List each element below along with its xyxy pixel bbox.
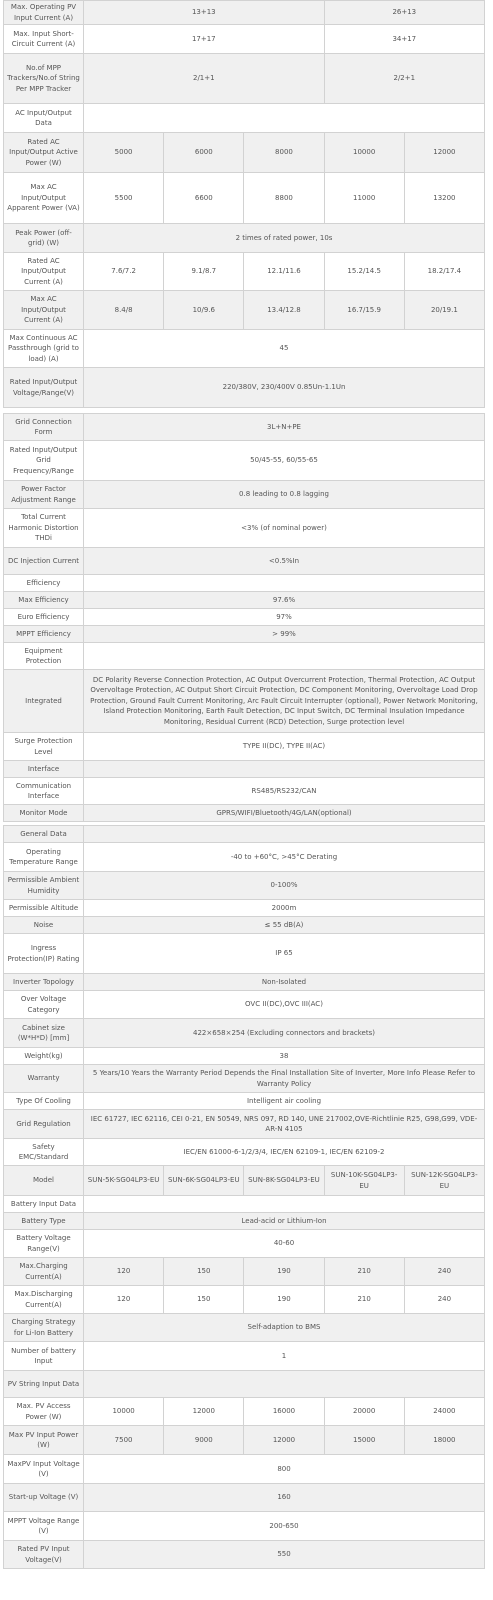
spec-value: SUN-8K-SG04LP3-EU	[244, 1166, 324, 1196]
spec-label: MPPT Efficiency	[4, 626, 84, 643]
spec-label: Power Factor Adjustment Range	[4, 481, 84, 509]
spec-value: 10000	[84, 1398, 164, 1426]
spec-label: Battery Voltage Range(V)	[4, 1230, 84, 1258]
spec-value-span: Self-adaption to BMS	[84, 1314, 485, 1342]
spec-label: Rated Input/Output Voltage/Range(V)	[4, 368, 84, 408]
spec-value-span: <0.5%In	[84, 548, 485, 575]
spec-value: 18.2/17.4	[404, 253, 484, 291]
spec-value: 13+13	[84, 1, 325, 25]
spec-label: Total Current Harmonic Distortion THDi	[4, 509, 84, 548]
spec-row	[4, 917, 485, 934]
spec-value: 11000	[324, 173, 404, 224]
spec-row	[4, 548, 485, 575]
spec-value-span: GPRS/WIFI/Bluetooth/4G/LAN(optional)	[84, 805, 485, 822]
spec-label: PV String Input Data	[4, 1371, 84, 1398]
spec-value: 12000	[404, 133, 484, 173]
spec-label: Euro Efficiency	[4, 609, 84, 626]
spec-value-span: > 99%	[84, 626, 485, 643]
spec-row	[4, 224, 485, 253]
spec-value-span: 45	[84, 330, 485, 368]
spec-row	[4, 1512, 485, 1541]
spec-row	[4, 670, 485, 733]
section-blank	[84, 761, 485, 778]
spec-value: 34+17	[324, 25, 484, 54]
spec-value-span: 3L+N+PE	[84, 414, 485, 441]
spec-label: Integrated	[4, 670, 84, 733]
spec-row	[4, 481, 485, 509]
spec-row	[4, 1541, 485, 1569]
spec-value: 150	[164, 1286, 244, 1314]
spec-row	[4, 592, 485, 609]
spec-row	[4, 509, 485, 548]
spec-row	[4, 1314, 485, 1342]
spec-row	[4, 1286, 485, 1314]
spec-value-span: RS485/RS232/CAN	[84, 778, 485, 805]
spec-row	[4, 1093, 485, 1110]
spec-row	[4, 609, 485, 626]
spec-value-span: 97.6%	[84, 592, 485, 609]
spec-value-span: 5 Years/10 Years the Warranty Period Depends the Final Installation Site of Inverter, More Info Please Refer to Warranty Policy	[84, 1065, 485, 1093]
spec-value: 120	[84, 1286, 164, 1314]
section-blank	[84, 1371, 485, 1398]
spec-value: 5500	[84, 173, 164, 224]
spec-table-pv-ac	[3, 0, 485, 408]
spec-value: 150	[164, 1258, 244, 1286]
spec-row	[4, 414, 485, 441]
spec-value: 12.1/11.6	[244, 253, 324, 291]
spec-value: 240	[404, 1258, 484, 1286]
spec-value: 9.1/8.7	[164, 253, 244, 291]
spec-label: Number of battery Input	[4, 1342, 84, 1371]
spec-row	[4, 1258, 485, 1286]
spec-label: Max. PV Access Power (W)	[4, 1398, 84, 1426]
spec-label: Rated AC Input/Output Current (A)	[4, 253, 84, 291]
spec-row	[4, 1166, 485, 1196]
spec-label: Model	[4, 1166, 84, 1196]
spec-row	[4, 991, 485, 1019]
spec-row	[4, 900, 485, 917]
spec-value-span: 2000m	[84, 900, 485, 917]
spec-row	[4, 826, 485, 843]
section-blank	[84, 826, 485, 843]
spec-row	[4, 934, 485, 974]
spec-label: Warranty	[4, 1065, 84, 1093]
spec-row	[4, 1371, 485, 1398]
spec-label: Battery Input Data	[4, 1196, 84, 1213]
spec-value: 20/19.1	[404, 291, 484, 330]
spec-value: 190	[244, 1286, 324, 1314]
spec-value-span: IEC/EN 61000-6-1/2/3/4, IEC/EN 62109-1, IEC/EN 62109-2	[84, 1139, 485, 1166]
spec-row	[4, 441, 485, 481]
spec-value: 15.2/14.5	[324, 253, 404, 291]
spec-value-span: 0-100%	[84, 872, 485, 900]
spec-value-span: 422×658×254 (Excluding connectors and brackets)	[84, 1019, 485, 1048]
spec-row	[4, 843, 485, 872]
spec-label: Max. Input Short-Circuit Current (A)	[4, 25, 84, 54]
spec-label: Surge Protection Level	[4, 733, 84, 761]
spec-label: AC Input/Output Data	[4, 104, 84, 133]
spec-row	[4, 1426, 485, 1455]
spec-value: 2/2+1	[324, 54, 484, 104]
spec-table-battery-pv	[3, 1165, 485, 1569]
section-blank	[84, 575, 485, 592]
spec-label: Over Voltage Category	[4, 991, 84, 1019]
spec-row	[4, 778, 485, 805]
spec-value-span: 40-60	[84, 1230, 485, 1258]
spec-row	[4, 1398, 485, 1426]
spec-value: SUN-5K-SG04LP3-EU	[84, 1166, 164, 1196]
spec-row	[4, 368, 485, 408]
spec-value: 210	[324, 1258, 404, 1286]
spec-value: 10000	[324, 133, 404, 173]
spec-label: General Data	[4, 826, 84, 843]
spec-label: Rated AC Input/Output Active Power (W)	[4, 133, 84, 173]
spec-value: 17+17	[84, 25, 325, 54]
spec-label: MaxPV Input Voltage (V)	[4, 1455, 84, 1484]
spec-row	[4, 1455, 485, 1484]
spec-table-grid-protection	[3, 413, 485, 822]
spec-value: SUN-12K-SG04LP3-EU	[404, 1166, 484, 1196]
spec-value: 120	[84, 1258, 164, 1286]
spec-label: Charging Strategy for Li-Ion Battery	[4, 1314, 84, 1342]
spec-value-span: 220/380V, 230/400V 0.85Un-1.1Un	[84, 368, 485, 408]
spec-label: Grid Regulation	[4, 1110, 84, 1139]
spec-row	[4, 1196, 485, 1213]
spec-label: Max.Discharging Current(A)	[4, 1286, 84, 1314]
spec-row	[4, 761, 485, 778]
spec-row	[4, 173, 485, 224]
spec-row	[4, 25, 485, 54]
spec-label: Noise	[4, 917, 84, 934]
spec-value: 240	[404, 1286, 484, 1314]
spec-value-span: 2 times of rated power, 10s	[84, 224, 485, 253]
spec-value-span: IP 65	[84, 934, 485, 974]
spec-label: Max PV Input Power (W)	[4, 1426, 84, 1455]
spec-row	[4, 872, 485, 900]
spec-value-span: OVC II(DC),OVC III(AC)	[84, 991, 485, 1019]
spec-value: 16000	[244, 1398, 324, 1426]
spec-label: Monitor Mode	[4, 805, 84, 822]
spec-row	[4, 253, 485, 291]
spec-value-span: IEC 61727, IEC 62116, CEI 0-21, EN 50549, NRS 097, RD 140, UNE 217002,OVE-Richtlinie R25, G98,G99, VDE-AR-N 4105	[84, 1110, 485, 1139]
spec-value: 20000	[324, 1398, 404, 1426]
spec-value-span: 97%	[84, 609, 485, 626]
spec-row	[4, 1048, 485, 1065]
spec-label: Max.Charging Current(A)	[4, 1258, 84, 1286]
spec-row	[4, 626, 485, 643]
spec-value: 16.7/15.9	[324, 291, 404, 330]
spec-row	[4, 330, 485, 368]
spec-value: 190	[244, 1258, 324, 1286]
spec-value: 6600	[164, 173, 244, 224]
spec-label: Permissible Altitude	[4, 900, 84, 917]
spec-label: Ingress Protection(IP) Rating	[4, 934, 84, 974]
spec-value-span: 0.8 leading to 0.8 lagging	[84, 481, 485, 509]
spec-value-span: 38	[84, 1048, 485, 1065]
spec-value: 210	[324, 1286, 404, 1314]
spec-value: 26+13	[324, 1, 484, 25]
spec-value: 15000	[324, 1426, 404, 1455]
spec-value-span: TYPE II(DC), TYPE II(AC)	[84, 733, 485, 761]
spec-label: Communication Interface	[4, 778, 84, 805]
spec-label: Rated Input/Output Grid Frequency/Range	[4, 441, 84, 481]
spec-value-span: 50/45-55, 60/55-65	[84, 441, 485, 481]
spec-row	[4, 1230, 485, 1258]
spec-label: Max AC Input/Output Current (A)	[4, 291, 84, 330]
spec-row	[4, 1139, 485, 1166]
spec-label: Efficiency	[4, 575, 84, 592]
spec-value: 10/9.6	[164, 291, 244, 330]
spec-label: Rated PV Input Voltage(V)	[4, 1541, 84, 1569]
spec-value: 2/1+1	[84, 54, 325, 104]
spec-value: 13.4/12.8	[244, 291, 324, 330]
spec-row	[4, 1110, 485, 1139]
spec-value-span: 1	[84, 1342, 485, 1371]
spec-label: Weight(kg)	[4, 1048, 84, 1065]
spec-label: Peak Power (off-grid) (W)	[4, 224, 84, 253]
spec-row	[4, 291, 485, 330]
spec-value-span: Lead-acid or Lithium-Ion	[84, 1213, 485, 1230]
spec-value-span: 800	[84, 1455, 485, 1484]
spec-value: 12000	[244, 1426, 324, 1455]
spec-row	[4, 1, 485, 25]
spec-value-span: -40 to +60°C, >45°C Derating	[84, 843, 485, 872]
spec-value: SUN-6K-SG04LP3-EU	[164, 1166, 244, 1196]
spec-value-span: <3% (of nominal power)	[84, 509, 485, 548]
spec-value: 9000	[164, 1426, 244, 1455]
spec-row	[4, 54, 485, 104]
spec-value: 24000	[404, 1398, 484, 1426]
spec-label: Grid Connection Form	[4, 414, 84, 441]
spec-table-general	[3, 825, 485, 1166]
spec-label: Max Continuous AC Passthrough (grid to load) (A)	[4, 330, 84, 368]
spec-value-span: DC Polarity Reverse Connection Protection, AC Output Overcurrent Protection, Thermal Protection, AC Output Overvoltage Protection, AC Output Short Circuit Protection, DC Component Monitoring, Overvoltage Load Drop Protection, Ground Fault Current Monitoring, Arc Fault Circuit Interrupter (optional), Power Network Monitoring, Island Protection Monitoring, Earth Fault Detection, DC Input Switch, DC Terminal Insulation Impedance Monitoring, Residual Current (RCD) Detection, Surge protection level	[84, 670, 485, 733]
spec-value: 12000	[164, 1398, 244, 1426]
spec-value-span: 200-650	[84, 1512, 485, 1541]
spec-label: Type Of Cooling	[4, 1093, 84, 1110]
spec-value: 7.6/7.2	[84, 253, 164, 291]
spec-label: MPPT Voltage Range (V)	[4, 1512, 84, 1541]
spec-value: 13200	[404, 173, 484, 224]
spec-value: SUN-10K-SG04LP3-EU	[324, 1166, 404, 1196]
spec-label: No.of MPP Trackers/No.of String Per MPP Tracker	[4, 54, 84, 104]
spec-row	[4, 104, 485, 133]
spec-label: Max. Operating PV Input Current (A)	[4, 1, 84, 25]
spec-row	[4, 575, 485, 592]
spec-row	[4, 1065, 485, 1093]
section-blank	[84, 104, 485, 133]
spec-value: 18000	[404, 1426, 484, 1455]
spec-value: 8000	[244, 133, 324, 173]
spec-label: Start-up Voltage (V)	[4, 1484, 84, 1512]
spec-value: 6000	[164, 133, 244, 173]
spec-row	[4, 805, 485, 822]
spec-value: 7500	[84, 1426, 164, 1455]
spec-label: Cabinet size (W*H*D) [mm]	[4, 1019, 84, 1048]
section-blank	[84, 643, 485, 670]
spec-row	[4, 974, 485, 991]
spec-label: Safety EMC/Standard	[4, 1139, 84, 1166]
spec-row	[4, 733, 485, 761]
spec-label: Permissible Ambient Humidity	[4, 872, 84, 900]
spec-label: Operating Temperature Range	[4, 843, 84, 872]
spec-label: Max AC Input/Output Apparent Power (VA)	[4, 173, 84, 224]
spec-row	[4, 1342, 485, 1371]
spec-value-span: ≤ 55 dB(A)	[84, 917, 485, 934]
spec-row	[4, 1019, 485, 1048]
section-blank	[84, 1196, 485, 1213]
spec-value: 8.4/8	[84, 291, 164, 330]
spec-value-span: 160	[84, 1484, 485, 1512]
spec-label: Interface	[4, 761, 84, 778]
spec-value: 8800	[244, 173, 324, 224]
spec-label: Inverter Topology	[4, 974, 84, 991]
spec-row	[4, 133, 485, 173]
spec-value-span: Non-Isolated	[84, 974, 485, 991]
spec-row	[4, 643, 485, 670]
spec-value-span: Intelligent air cooling	[84, 1093, 485, 1110]
spec-label: Battery Type	[4, 1213, 84, 1230]
spec-row	[4, 1484, 485, 1512]
spec-value-span: 550	[84, 1541, 485, 1569]
spec-label: Max Efficiency	[4, 592, 84, 609]
spec-label: DC Injection Current	[4, 548, 84, 575]
spec-row	[4, 1213, 485, 1230]
spec-label: Equipment Protection	[4, 643, 84, 670]
spec-value: 5000	[84, 133, 164, 173]
